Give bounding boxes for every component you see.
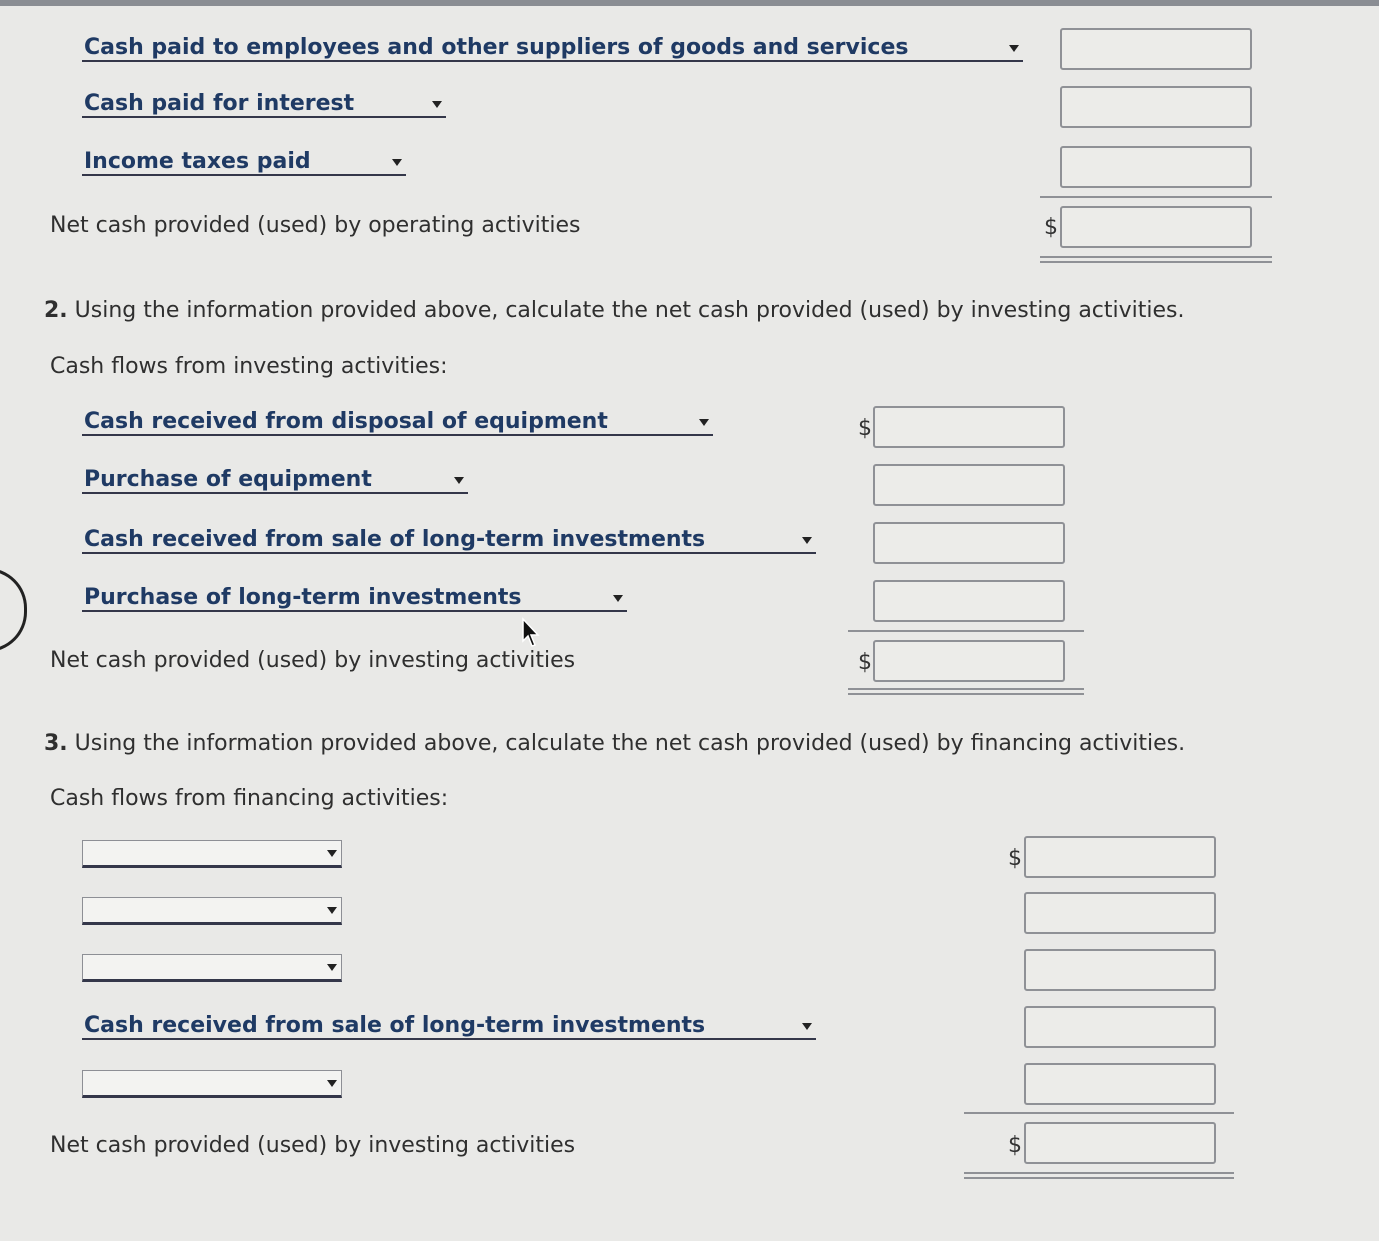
investing-net-label: Net cash provided (used) by investing activities xyxy=(50,648,576,673)
chevron-down-icon xyxy=(613,595,623,602)
select-label: Income taxes paid xyxy=(84,149,311,174)
question-number: 3. xyxy=(44,731,68,756)
operating-net-input[interactable] xyxy=(1060,206,1252,248)
investing-heading: Cash flows from investing activities: xyxy=(50,354,448,379)
investing-amount-input-1[interactable] xyxy=(873,406,1065,448)
total-double-rule xyxy=(848,688,1084,695)
operating-amount-input-1[interactable] xyxy=(1060,28,1252,70)
select-label: Cash received from sale of long-term investments xyxy=(84,1013,706,1038)
currency-symbol: $ xyxy=(858,650,872,675)
subtotal-rule xyxy=(964,1112,1234,1114)
investing-row-select-1[interactable] xyxy=(82,410,713,436)
financing-heading: Cash flows from financing activities: xyxy=(50,786,449,811)
currency-symbol: $ xyxy=(1044,215,1058,240)
select-label: Cash received from sale of long-term investments xyxy=(84,527,706,552)
financing-net-label: Net cash provided (used) by investing activities xyxy=(50,1133,576,1158)
investing-amount-input-4[interactable] xyxy=(873,580,1065,622)
chevron-down-icon xyxy=(327,850,337,857)
chevron-down-icon xyxy=(1009,45,1019,52)
left-edge-arc xyxy=(0,568,27,652)
question-text: Using the information provided above, calculate the net cash provided (used) by financing activities. xyxy=(74,731,1186,756)
investing-row-select-2[interactable] xyxy=(82,468,468,494)
mouse-pointer-icon xyxy=(521,617,543,649)
question-number: 2. xyxy=(44,298,68,323)
chevron-down-icon xyxy=(802,1023,812,1030)
total-double-rule xyxy=(964,1172,1234,1179)
operating-row-select-2[interactable] xyxy=(82,92,446,118)
chevron-down-icon xyxy=(802,537,812,544)
investing-row-select-4[interactable] xyxy=(82,586,627,612)
operating-amount-input-2[interactable] xyxy=(1060,86,1252,128)
select-label: Cash paid for interest xyxy=(84,91,355,116)
operating-net-label: Net cash provided (used) by operating activities xyxy=(50,213,581,238)
currency-symbol: $ xyxy=(1008,846,1022,871)
financing-row-select-1[interactable] xyxy=(82,840,342,868)
chevron-down-icon xyxy=(327,1080,337,1087)
subtotal-rule xyxy=(848,630,1084,632)
financing-row-select-4[interactable] xyxy=(82,1014,816,1040)
select-label: Cash paid to employees and other suppliers of goods and services xyxy=(84,35,909,60)
question-text: Using the information provided above, calculate the net cash provided (used) by investing activities. xyxy=(74,298,1185,323)
investing-net-input[interactable] xyxy=(873,640,1065,682)
financing-amount-input-3[interactable] xyxy=(1024,949,1216,991)
top-edge-bar xyxy=(0,0,1379,6)
financing-amount-input-5[interactable] xyxy=(1024,1063,1216,1105)
chevron-down-icon xyxy=(454,477,464,484)
currency-symbol: $ xyxy=(1008,1133,1022,1158)
select-label: Cash received from disposal of equipment xyxy=(84,409,608,434)
total-double-rule xyxy=(1040,256,1272,263)
question-3 xyxy=(44,731,1185,756)
financing-row-select-5[interactable] xyxy=(82,1070,342,1098)
chevron-down-icon xyxy=(327,907,337,914)
financing-amount-input-1[interactable] xyxy=(1024,836,1216,878)
chevron-down-icon xyxy=(392,159,402,166)
currency-symbol: $ xyxy=(858,416,872,441)
financing-row-select-2[interactable] xyxy=(82,897,342,925)
subtotal-rule xyxy=(1040,196,1272,198)
financing-amount-input-2[interactable] xyxy=(1024,892,1216,934)
financing-net-input[interactable] xyxy=(1024,1122,1216,1164)
operating-row-select-3[interactable] xyxy=(82,150,406,176)
financing-amount-input-4[interactable] xyxy=(1024,1006,1216,1048)
investing-amount-input-2[interactable] xyxy=(873,464,1065,506)
investing-row-select-3[interactable] xyxy=(82,528,816,554)
select-label: Purchase of long-term investments xyxy=(84,585,522,610)
chevron-down-icon xyxy=(327,964,337,971)
chevron-down-icon xyxy=(699,419,709,426)
question-2 xyxy=(44,298,1185,323)
operating-row-select-1[interactable] xyxy=(82,36,1023,62)
investing-amount-input-3[interactable] xyxy=(873,522,1065,564)
financing-row-select-3[interactable] xyxy=(82,954,342,982)
chevron-down-icon xyxy=(432,101,442,108)
operating-amount-input-3[interactable] xyxy=(1060,146,1252,188)
select-label: Purchase of equipment xyxy=(84,467,372,492)
